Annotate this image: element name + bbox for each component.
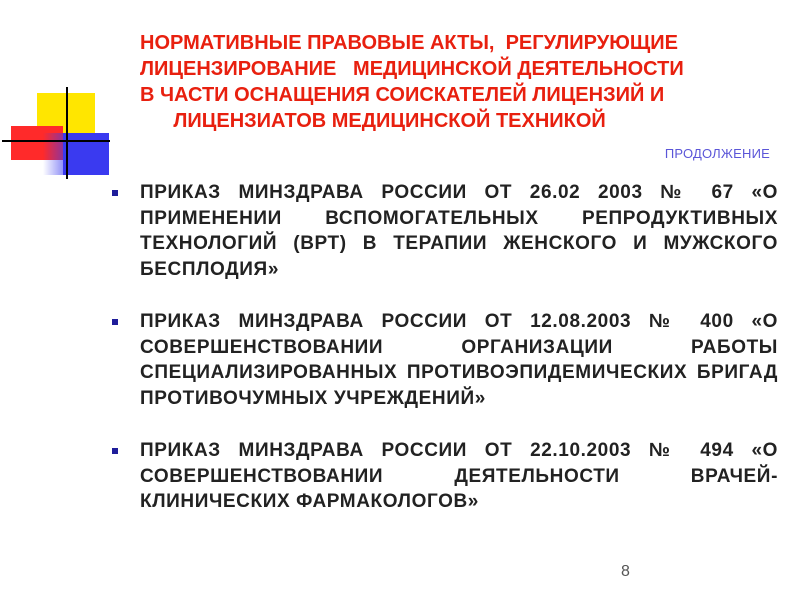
square-bullet-icon [112,448,118,454]
decorative-vertical-line [66,87,68,179]
square-bullet-icon [112,190,118,196]
list-item [110,438,778,515]
list-item-text: ПРИКАЗ МИНЗДРАВА РОССИИ ОТ 12.08.2003 № 400 «О СОВЕРШЕНСТВОВАНИИ ОРГАНИЗАЦИИ РАБОТЫ СПЕЦИАЛИЗИРОВАННЫХ ПРОТИВОЭПИДЕМИЧЕСКИХ БРИГАД ПРОТИВОЧУМНЫХ УЧРЕЖДЕНИЙ» [140,311,778,409]
decorative-horizontal-line [2,140,110,142]
continued-label: ПРОДОЛЖЕНИЕ [664,146,770,161]
square-bullet-icon [112,319,118,325]
slide-title: НОРМАТИВНЫЕ ПРАВОВЫЕ АКТЫ, РЕГУЛИРУЮЩИЕ ЛИЦЕНЗИРОВАНИЕ МЕДИЦИНСКОЙ ДЕЯТЕЛЬНОСТИ В ЧАСТИ ОСНАЩЕНИЯ СОИСКАТЕЛЕЙ ЛИЦЕНЗИЙ И ЛИЦЕНЗИАТОВ МЕДИЦИНСКОЙ ТЕХНИКОЙ [140,32,684,132]
list-item [110,180,778,282]
page-number: 8 [621,563,630,580]
order-list [110,180,778,542]
list-item-text: ПРИКАЗ МИНЗДРАВА РОССИИ ОТ 26.02 2003 № 67 «О ПРИМЕНЕНИИ ВСПОМОГАТЕЛЬНЫХ РЕПРОДУКТИВНЫХ ТЕХНОЛОГИЙ (ВРТ) В ТЕРАПИИ ЖЕНСКОГО И МУЖСКОГО БЕСПЛОДИЯ» [140,182,778,280]
list-item-text: ПРИКАЗ МИНЗДРАВА РОССИИ ОТ 22.10.2003 № 494 «О СОВЕРШЕНСТВОВАНИИ ДЕЯТЕЛЬНОСТИ ВРАЧЕЙ-КЛИНИЧЕСКИХ ФАРМАКОЛОГОВ» [140,440,778,512]
list-item [110,309,778,411]
